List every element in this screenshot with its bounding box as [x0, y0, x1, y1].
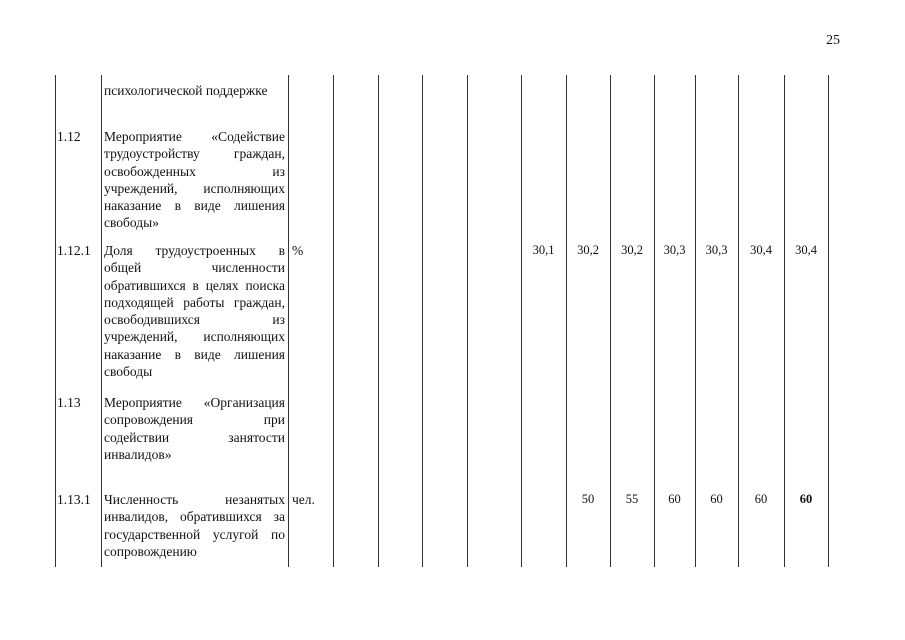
table-column-line	[422, 75, 423, 567]
row-unit: %	[292, 243, 304, 258]
table-cell-value: 60	[710, 492, 723, 506]
table-cell-value: 30,3	[663, 243, 686, 257]
row-desc: Численность незанятых инвалидов, обратившихся за государственной услугой по сопровождению	[104, 492, 285, 559]
table-column-line	[521, 75, 522, 567]
table-cell-value: 30,3	[705, 243, 728, 257]
table-cell-value: 30,2	[577, 243, 599, 257]
row-unit: чел.	[292, 492, 315, 507]
table-cell-value: 60	[668, 492, 681, 506]
table-column-line	[378, 75, 379, 567]
table-cell-value: 60	[754, 492, 768, 506]
table-cell-value: 50	[581, 492, 595, 506]
table-column-line	[288, 75, 289, 567]
page-number: 25	[826, 33, 840, 48]
row-desc: Мероприятие «Содействие трудоустройству граждан, освобожденных из учреждений, исполняющих наказание в виде лишения свободы»	[104, 129, 285, 231]
table-column-line	[467, 75, 468, 567]
table-column-line	[828, 75, 829, 567]
table-cell-value: 30,4	[750, 243, 772, 257]
table-cell-value: 30,2	[621, 243, 643, 257]
row-desc: психологической поддержке	[104, 83, 268, 98]
table-cell-value: 30,4	[795, 243, 817, 257]
row-number: 1.12.1	[57, 243, 91, 258]
row-number: 1.13.1	[57, 492, 91, 507]
table-cell-value: 30,1	[532, 243, 555, 257]
table-column-line	[55, 75, 56, 567]
table-cell-value: 55	[625, 492, 639, 506]
row-desc: Доля трудоустроенных в общей численности обратившихся в целях поиска подходящей работы граждан, освободившихся из учреждений, исполняющих наказание в виде лишения свободы	[104, 243, 285, 380]
row-desc: Мероприятие «Организация сопровождения при содействии занятости инвалидов»	[104, 395, 285, 462]
row-number: 1.13	[57, 395, 81, 410]
table-cell-value: 60	[799, 492, 813, 506]
row-number: 1.12	[57, 129, 81, 144]
table-column-line	[333, 75, 334, 567]
table-column-line	[101, 75, 102, 567]
